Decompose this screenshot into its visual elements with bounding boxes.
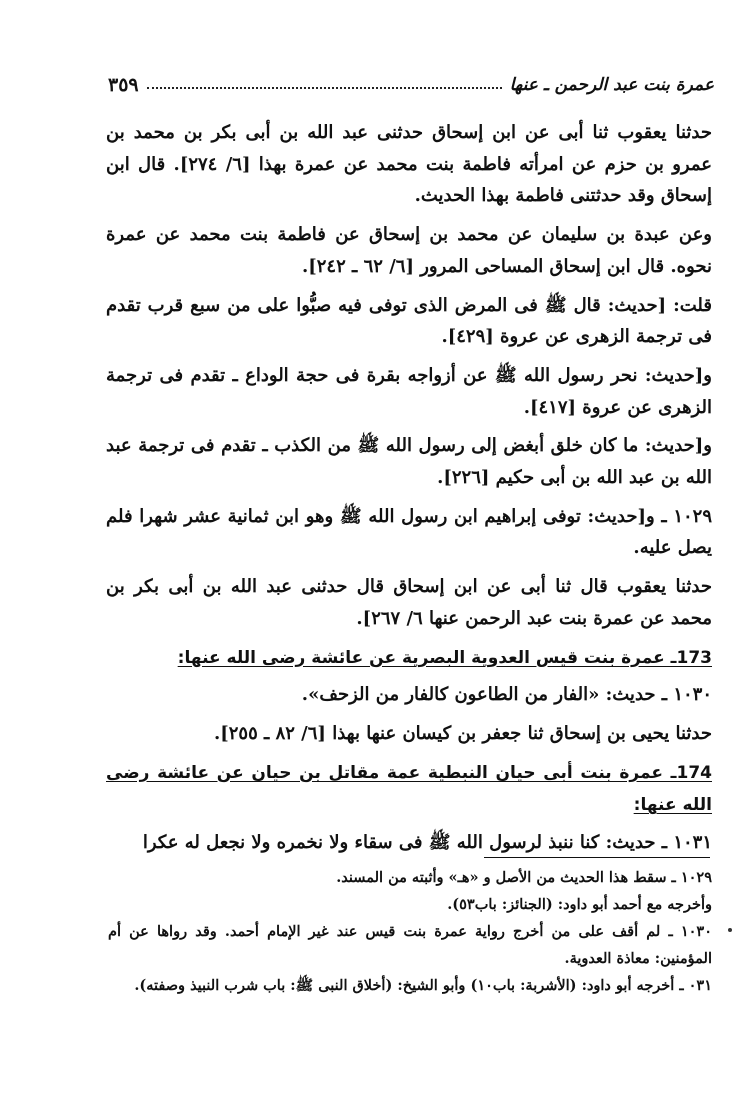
- footnote: وأخرجه مع أحمد أبو داود: (الجنائز: باب٥٣).: [447, 896, 712, 913]
- narrator-heading-173: 173ـ عمرة بنت قيس العدوية البصرية عن عائشة رضى الله عنها:: [177, 647, 712, 668]
- paragraph: وعن عبدة بن سليمان عن محمد بن إسحاق عن فاطمة بنت محمد عن عمرة نحوه. قال ابن إسحاق المساحى المرور [٦/ ٦٢ ـ ٢٤٢].: [106, 224, 712, 277]
- paragraph: و[حديث: نحر رسول الله ﷺ عن أزواجه بقرة فى حجة الوداع ـ تقدم فى ترجمة الزهرى عن عروة [٤١٧].: [106, 364, 712, 418]
- main-text: [106, 117, 712, 866]
- hadith-1030: ١٠٣٠ ـ حديث: «الفار من الطاعون كالفار من الزحف».: [301, 684, 712, 706]
- footnotes: [108, 864, 712, 999]
- hadith-1029: ١٠٢٩ ـ و[حديث: توفى إبراهيم ابن رسول الله ﷺ وهو ابن ثمانية عشر شهرا فلم يصل عليه.: [106, 505, 712, 559]
- margin-dot: [728, 928, 732, 932]
- paragraph: و[حديث: ما كان خلق أبغض إلى رسول الله ﷺ من الكذب ـ تقدم فى ترجمة عبد الله بن عبد الله بن أبى حكيم [٢٢٦].: [106, 435, 712, 489]
- narrator-heading-174: 174ـ عمرة بنت أبى حيان النبطية عمة مقاتل بن حيان عن عائشة رضى الله عنها:: [106, 762, 712, 816]
- paragraph: حدثنا يعقوب ثنا أبى عن ابن إسحاق حدثنى عبد الله بن أبى بكر بن محمد بن عمرو بن حزم عن امرأته فاطمة بنت محمد عن عمرة بهذا [٦/ ٢٧٤]. قال ابن إسحاق وقد حدثتنى فاطمة بهذا الحديث.: [106, 122, 712, 207]
- narrator-heading: [106, 757, 712, 822]
- page-number: ٣٥٩: [108, 74, 139, 96]
- hadith-1031: ١٠٣١ ـ حديث: كنا ننبذ لرسول الله ﷺ فى سقاء ولا نخمره ولا نجعل له عكرا: [142, 832, 712, 854]
- paragraph: حدثنا يعقوب قال ثنا أبى عن ابن إسحاق قال حدثنى عبد الله بن أبى بكر بن محمد عن عمرة بنت عبد الرحمن عنها ٦/ ٢٦٧].: [106, 576, 712, 629]
- footnote: ١٠٢٩ ـ سقط هذا الحديث من الأصل و «هـ» وأثبته من المسند.: [336, 869, 712, 886]
- footnote-separator: [484, 857, 710, 858]
- header-dotted-rule: [147, 87, 502, 89]
- narrator-heading: [106, 642, 712, 675]
- footnote: ٠٣١ ـ أخرجه أبو داود: (الأشربة: باب١٠) وأبو الشيخ: (أخلاق النبى ﷺ: باب شرب النبيذ وصفته).: [134, 977, 712, 994]
- header-title: عمرة بنت عبد الرحمن ـ عنها: [509, 75, 714, 95]
- paragraph: حدثنا يحيى بن إسحاق ثنا جعفر بن كيسان عنها بهذا [٦/ ٨٢ ـ ٢٥٥].: [213, 722, 712, 744]
- paragraph: قلت: [حديث: قال ﷺ فى المرض الذى توفى فيه صبُّوا على من سبع قرب تقدم فى ترجمة الزهرى عن عروة [٤٢٩].: [106, 294, 713, 348]
- running-header: [108, 70, 714, 100]
- footnote: ١٠٣٠ ـ لم أقف على من أخرج رواية عمرة بنت قيس عند غير الإمام أحمد. وقد رواها عن أم المؤمنين: معاذة العدوية.: [108, 923, 712, 967]
